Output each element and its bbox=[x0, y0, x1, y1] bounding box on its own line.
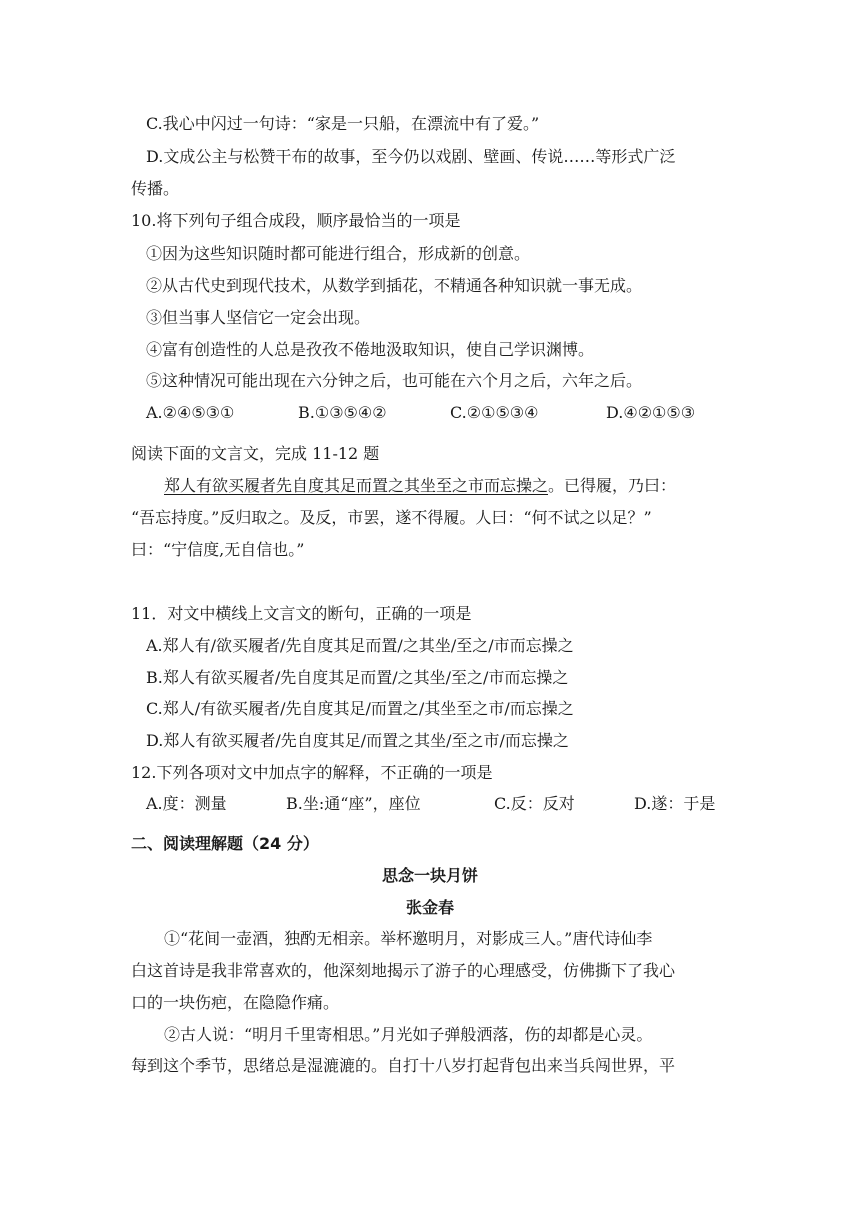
q12-option-a: A.度：测量 bbox=[146, 794, 227, 813]
article-paragraph-1-line-1: ①“花间一壶酒，独酌无相亲。举杯邀明月，对影成三人。”唐代诗仙李 bbox=[164, 929, 653, 948]
q11-option-b: B.郑人有欲买履者/先自度其足而置/之其坐/至之/市而忘操之 bbox=[146, 668, 569, 687]
q12-stem: 12.下列各项对文中加点字的解释，不正确的一项是 bbox=[131, 763, 493, 782]
article-paragraph-1-line-2: 白这首诗是我非常喜欢的，他深刻地揭示了游子的心理感受，仿佛撕下了我心 bbox=[131, 961, 676, 980]
article-author: 张金春 bbox=[405, 898, 454, 917]
q10-option-d: D.④②①⑤③ bbox=[606, 403, 696, 422]
q10-stem: 10.将下列句子组合成段，顺序最恰当的一项是 bbox=[131, 211, 461, 230]
q12-option-b: B.坐:通“座”，座位 bbox=[286, 794, 421, 813]
q10-option-b: B.①③⑤④② bbox=[298, 403, 387, 422]
q9-option-d: D.文成公主与松赞干布的故事，至今仍以戏剧、壁画、传说……等形式广泛 bbox=[146, 147, 676, 166]
q9-option-c: C.我心中闪过一句诗：“家是一只船，在漂流中有了爱。” bbox=[146, 114, 540, 133]
article-paragraph-2-line-1: ②古人说：“明月千里寄相思。”月光如子弹般洒落，伤的却都是心灵。 bbox=[164, 1025, 653, 1044]
article-paragraph-2-line-2: 每到这个季节，思绪总是湿漉漉的。自打十八岁打起背包出来当兵闯世界，平 bbox=[131, 1056, 676, 1075]
q10-sentence-2: ②从古代史到现代技术，从数学到插花，不精通各种知识就一事无成。 bbox=[146, 276, 643, 295]
classical-line-3: 曰：“宁信度,无自信也。” bbox=[131, 540, 305, 559]
q10-option-c: C.②①⑤③④ bbox=[450, 403, 539, 422]
q10-sentence-4: ④富有创造性的人总是孜孜不倦地汲取知识，使自己学识渊博。 bbox=[146, 340, 595, 359]
q11-option-a: A.郑人有/欲买履者/先自度其足而置/之其坐/至之/市而忘操之 bbox=[146, 636, 574, 655]
q11-stem: 11．对文中横线上文言文的断句，正确的一项是 bbox=[131, 604, 472, 623]
q9-option-d-continued: 传播。 bbox=[131, 179, 180, 198]
section-2-heading: 二、阅读理解题（24 分） bbox=[131, 834, 319, 853]
q12-option-d: D.遂：于是 bbox=[634, 794, 716, 813]
q10-sentence-3: ③但当事人坚信它一定会出现。 bbox=[146, 308, 371, 327]
q10-sentence-5: ⑤这种情况可能出现在六分钟之后，也可能在六个月之后，六年之后。 bbox=[146, 371, 643, 390]
q11-option-d: D.郑人有欲买履者/先自度其足/而置之其坐/至之市/而忘操之 bbox=[146, 731, 569, 750]
q10-sentence-1: ①因为这些知识随时都可能进行组合，形成新的创意。 bbox=[146, 244, 531, 263]
classical-underlined-passage: 郑人有欲买履者先自度其足而置之其坐至之市而忘操之 bbox=[164, 476, 549, 495]
article-title: 思念一块月饼 bbox=[381, 866, 478, 885]
q12-option-c: C.反：反对 bbox=[494, 794, 575, 813]
classical-line-1 bbox=[164, 475, 676, 497]
classical-line-2: “吾忘持度。”反归取之。及反，市罢，遂不得履。人曰：“何不试之以足？” bbox=[131, 508, 652, 527]
classical-intro: 阅读下面的文言文，完成 11-12 题 bbox=[131, 444, 380, 463]
q10-option-a: A.②④⑤③① bbox=[146, 403, 235, 422]
article-paragraph-1-line-3: 口的一块伤疤，在隐隐作痛。 bbox=[131, 993, 340, 1012]
q11-option-c: C.郑人/有欲买履者/先自度其足/而置之/其坐至之市/而忘操之 bbox=[146, 699, 574, 718]
classical-line-1-rest: 。已得履，乃曰： bbox=[548, 476, 677, 495]
